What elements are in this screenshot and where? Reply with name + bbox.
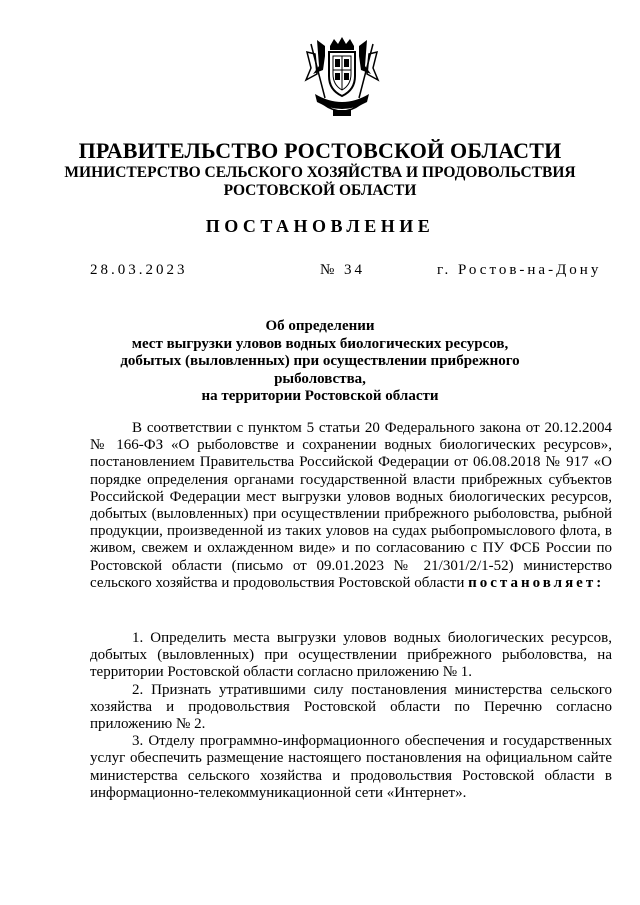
subject-line1: Об определении xyxy=(265,318,375,334)
ministry-title-line1: МИНИСТЕРСТВО СЕЛЬСКОГО ХОЗЯЙСТВА И ПРОДОВОЛЬСТВИЯ xyxy=(64,164,576,181)
resolution-item-2: 2. Признать утратившими силу постановления министерства сельского хозяйства и продовольствия Ростовской области по Перечню согласно приложению № 2. xyxy=(90,681,612,733)
document-city: г. Ростов-на-Дону xyxy=(437,262,602,278)
preamble xyxy=(90,420,612,592)
coat-of-arms-icon xyxy=(303,36,381,120)
document-subject xyxy=(80,318,560,406)
resolution-item-3: 3. Отделу программно-информационного обеспечения и государственных услуг обеспечить размещение настоящего постановления на официальном сайте министерства сельского хозяйства и продовольствия Ростовской области в информационно-телекоммуникационной сети «Интернет». xyxy=(90,733,612,801)
subject-line3: добытых (выловленных) при осуществлении прибрежного рыболовства, xyxy=(120,353,520,387)
document-date: 28.03.2023 xyxy=(90,262,188,278)
subject-line4: на территории Ростовской области xyxy=(201,388,439,404)
preamble-paragraph xyxy=(90,420,612,592)
resolution-item-1: 1. Определить места выгрузки уловов водных биологических ресурсов, добытых (выловленных) при осуществлении прибрежного рыболовства, на территории Ростовской области согласно приложению № 1. xyxy=(90,630,612,681)
document-number: № 34 xyxy=(320,262,366,278)
resolution-items xyxy=(90,630,612,802)
ministry-title-line2: РОСТОВСКОЙ ОБЛАСТИ xyxy=(223,182,417,199)
organization-title: ПРАВИТЕЛЬСТВО РОСТОВСКОЙ ОБЛАСТИ xyxy=(78,138,562,163)
preamble-text: В соответствии с пунктом 5 статьи 20 Федерального закона от 20.12.2004 № 166-ФЗ «О рыболовстве и сохранении водных биологических ресурсов», постановлением Правительства Российской Федерации от 06.08.2018 № 917 «О порядке определения органами государственной власти прибрежных субъектов Российской Федерации мест выгрузки уловов водных биологических ресурсов, добытых (выловленных) при осуществлении прибрежного рыболовства, рыбной продукции, произведенной из таких уловов на судах рыбопромыслового флота, в живом, свежем и охлажденном виде» и по согласованию с ПУ ФСБ России по Ростовской области (письмо от 09.01.2023 № 21/301/2/1-52) министерство сельского хозяйства и продовольствия Ростовской области xyxy=(90,420,612,591)
subject-line2: мест выгрузки уловов водных биологических ресурсов, xyxy=(131,335,509,352)
decree-word: постановляет: xyxy=(468,574,605,591)
document-kind: ПОСТАНОВЛЕНИЕ xyxy=(205,216,435,236)
